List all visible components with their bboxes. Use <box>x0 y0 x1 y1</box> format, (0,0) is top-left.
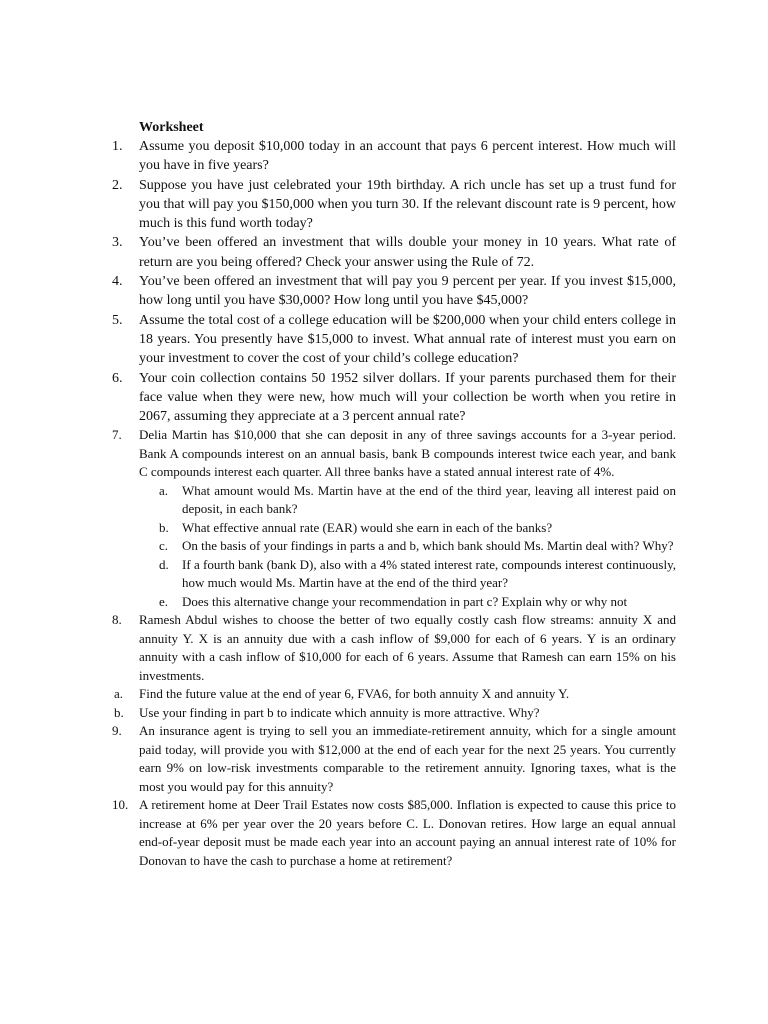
question-4 <box>112 272 676 311</box>
question-8 <box>112 611 676 685</box>
question-list <box>112 137 676 870</box>
subquestion-7d <box>159 556 676 593</box>
question-number: 3. <box>112 235 123 251</box>
question-7 <box>112 426 676 482</box>
question-6 <box>112 369 676 427</box>
question-number: 1. <box>112 139 123 154</box>
question-3 <box>112 233 676 272</box>
subquestion-letter: a. <box>159 482 169 498</box>
subquestion-letter: b. <box>159 519 169 535</box>
subquestion-7c <box>159 537 676 556</box>
question-text: A retirement home at Deer Trail Estates now costs $85,000. Inflation is expected to cause this price to increase at 6% per year over the 20 years before C. L. Donovan retires. How large an equal annual end-of-year deposit must be made each year into an account paying an annual interest rate of 10% for Donovan to have the cash to purchase a home at retirement? <box>139 797 676 868</box>
question-number: 10. <box>112 797 129 813</box>
subquestion-text: If a fourth bank (bank D), also with a 4% stated interest rate, compounds interest continuously, how much would Ms. Martin have at the end of the third year? <box>182 556 676 591</box>
subquestion-letter: d. <box>159 556 169 572</box>
question-number: 4. <box>112 274 123 290</box>
question-number: 7. <box>112 427 122 443</box>
question-10 <box>112 796 676 870</box>
question-text: Suppose you have just celebrated your 19th birthday. A rich uncle has set up a trust fund for you that will pay you $150,000 when you turn 30. If the relevant discount rate is 9 percent, how much is this fund worth today? <box>139 177 676 232</box>
question-number: 2. <box>112 177 123 193</box>
subquestion-letter: b. <box>114 704 124 720</box>
question-1 <box>112 137 676 176</box>
question-text: Ramesh Abdul wishes to choose the better of two equally costly cash flow streams: annuity X and annuity Y. X is an annuity due with a cash inflow of $9,000 for each of 6 years. Y is an ordinary annuity with a cash inflow of $10,000 for each of 6 years. Assume that Ramesh can earn 15% on his investments. <box>139 612 676 683</box>
subquestion-text: What amount would Ms. Martin have at the end of the third year, leaving all interest paid on deposit, in each bank? <box>182 482 676 517</box>
question-text: You’ve been offered an investment that will pay you 9 percent per year. If you invest $15,000, how long until you have $30,000? How long until you have $45,000? <box>139 274 676 309</box>
subquestion-letter: e. <box>159 593 169 609</box>
subquestion-letter: c. <box>159 538 169 554</box>
question-5 <box>112 311 676 369</box>
page-title: Worksheet <box>139 120 204 135</box>
subquestion-text: Use your finding in part b to indicate which annuity is more attractive. Why? <box>139 704 540 720</box>
question-text: An insurance agent is trying to sell you an immediate-retirement annuity, which for a single amount paid today, will provide you with $12,000 at the end of each year for the next 25 years. You currently earn 9% on low-risk investments comparable to the retirement annuity. Ignoring taxes, what is the most you would pay for this annuity? <box>139 723 676 794</box>
question-number: 9. <box>112 723 122 739</box>
subquestion-7b <box>159 519 676 538</box>
question-text: Your coin collection contains 50 1952 silver dollars. If your parents purchased them for their face value when they were new, how much will your collection be worth when you retire in 2067, assuming they appreciate at a 3 percent annual rate? <box>139 370 676 425</box>
question-2 <box>112 176 676 234</box>
subquestion-text: Find the future value at the end of year 6, FVA6, for both annuity X and annuity Y. <box>139 686 570 702</box>
subquestion-7e <box>159 593 676 612</box>
subquestion-text: On the basis of your findings in parts a and b, which bank should Ms. Martin deal with? Why? <box>182 538 674 554</box>
question-text: Assume the total cost of a college education will be $200,000 when your child enters college in 18 years. You presently have $15,000 to invest. What annual rate of interest must you earn on your investment to cover the cost of your child’s college education? <box>139 312 676 367</box>
question-9 <box>112 722 676 796</box>
subquestion-text: What effective annual rate (EAR) would she earn in each of the banks? <box>182 519 553 535</box>
question-text: You’ve been offered an investment that wills double your money in 10 years. What rate of return are you being offered? Check your answer using the Rule of 72. <box>139 235 676 270</box>
question-number: 5. <box>112 312 123 328</box>
question-text: Assume you deposit $10,000 today in an account that pays 6 percent interest. How much will you have in five years? <box>139 139 676 174</box>
subquestion-text: Does this alternative change your recommendation in part c? Explain why or why not <box>182 593 628 609</box>
question-number: 8. <box>112 612 122 628</box>
subquestion-8a <box>114 685 676 704</box>
subquestion-7a <box>159 482 676 519</box>
question-number: 6. <box>112 370 123 386</box>
subquestion-letter: a. <box>114 686 124 702</box>
subquestion-8b <box>114 704 676 723</box>
question-text: Delia Martin has $10,000 that she can deposit in any of three savings accounts for a 3-year period. Bank A compounds interest on an annual basis, bank B compounds interest twice each year, and bank C compounds interest each quarter. All three banks have a stated annual interest rate of 4%. <box>139 427 676 480</box>
